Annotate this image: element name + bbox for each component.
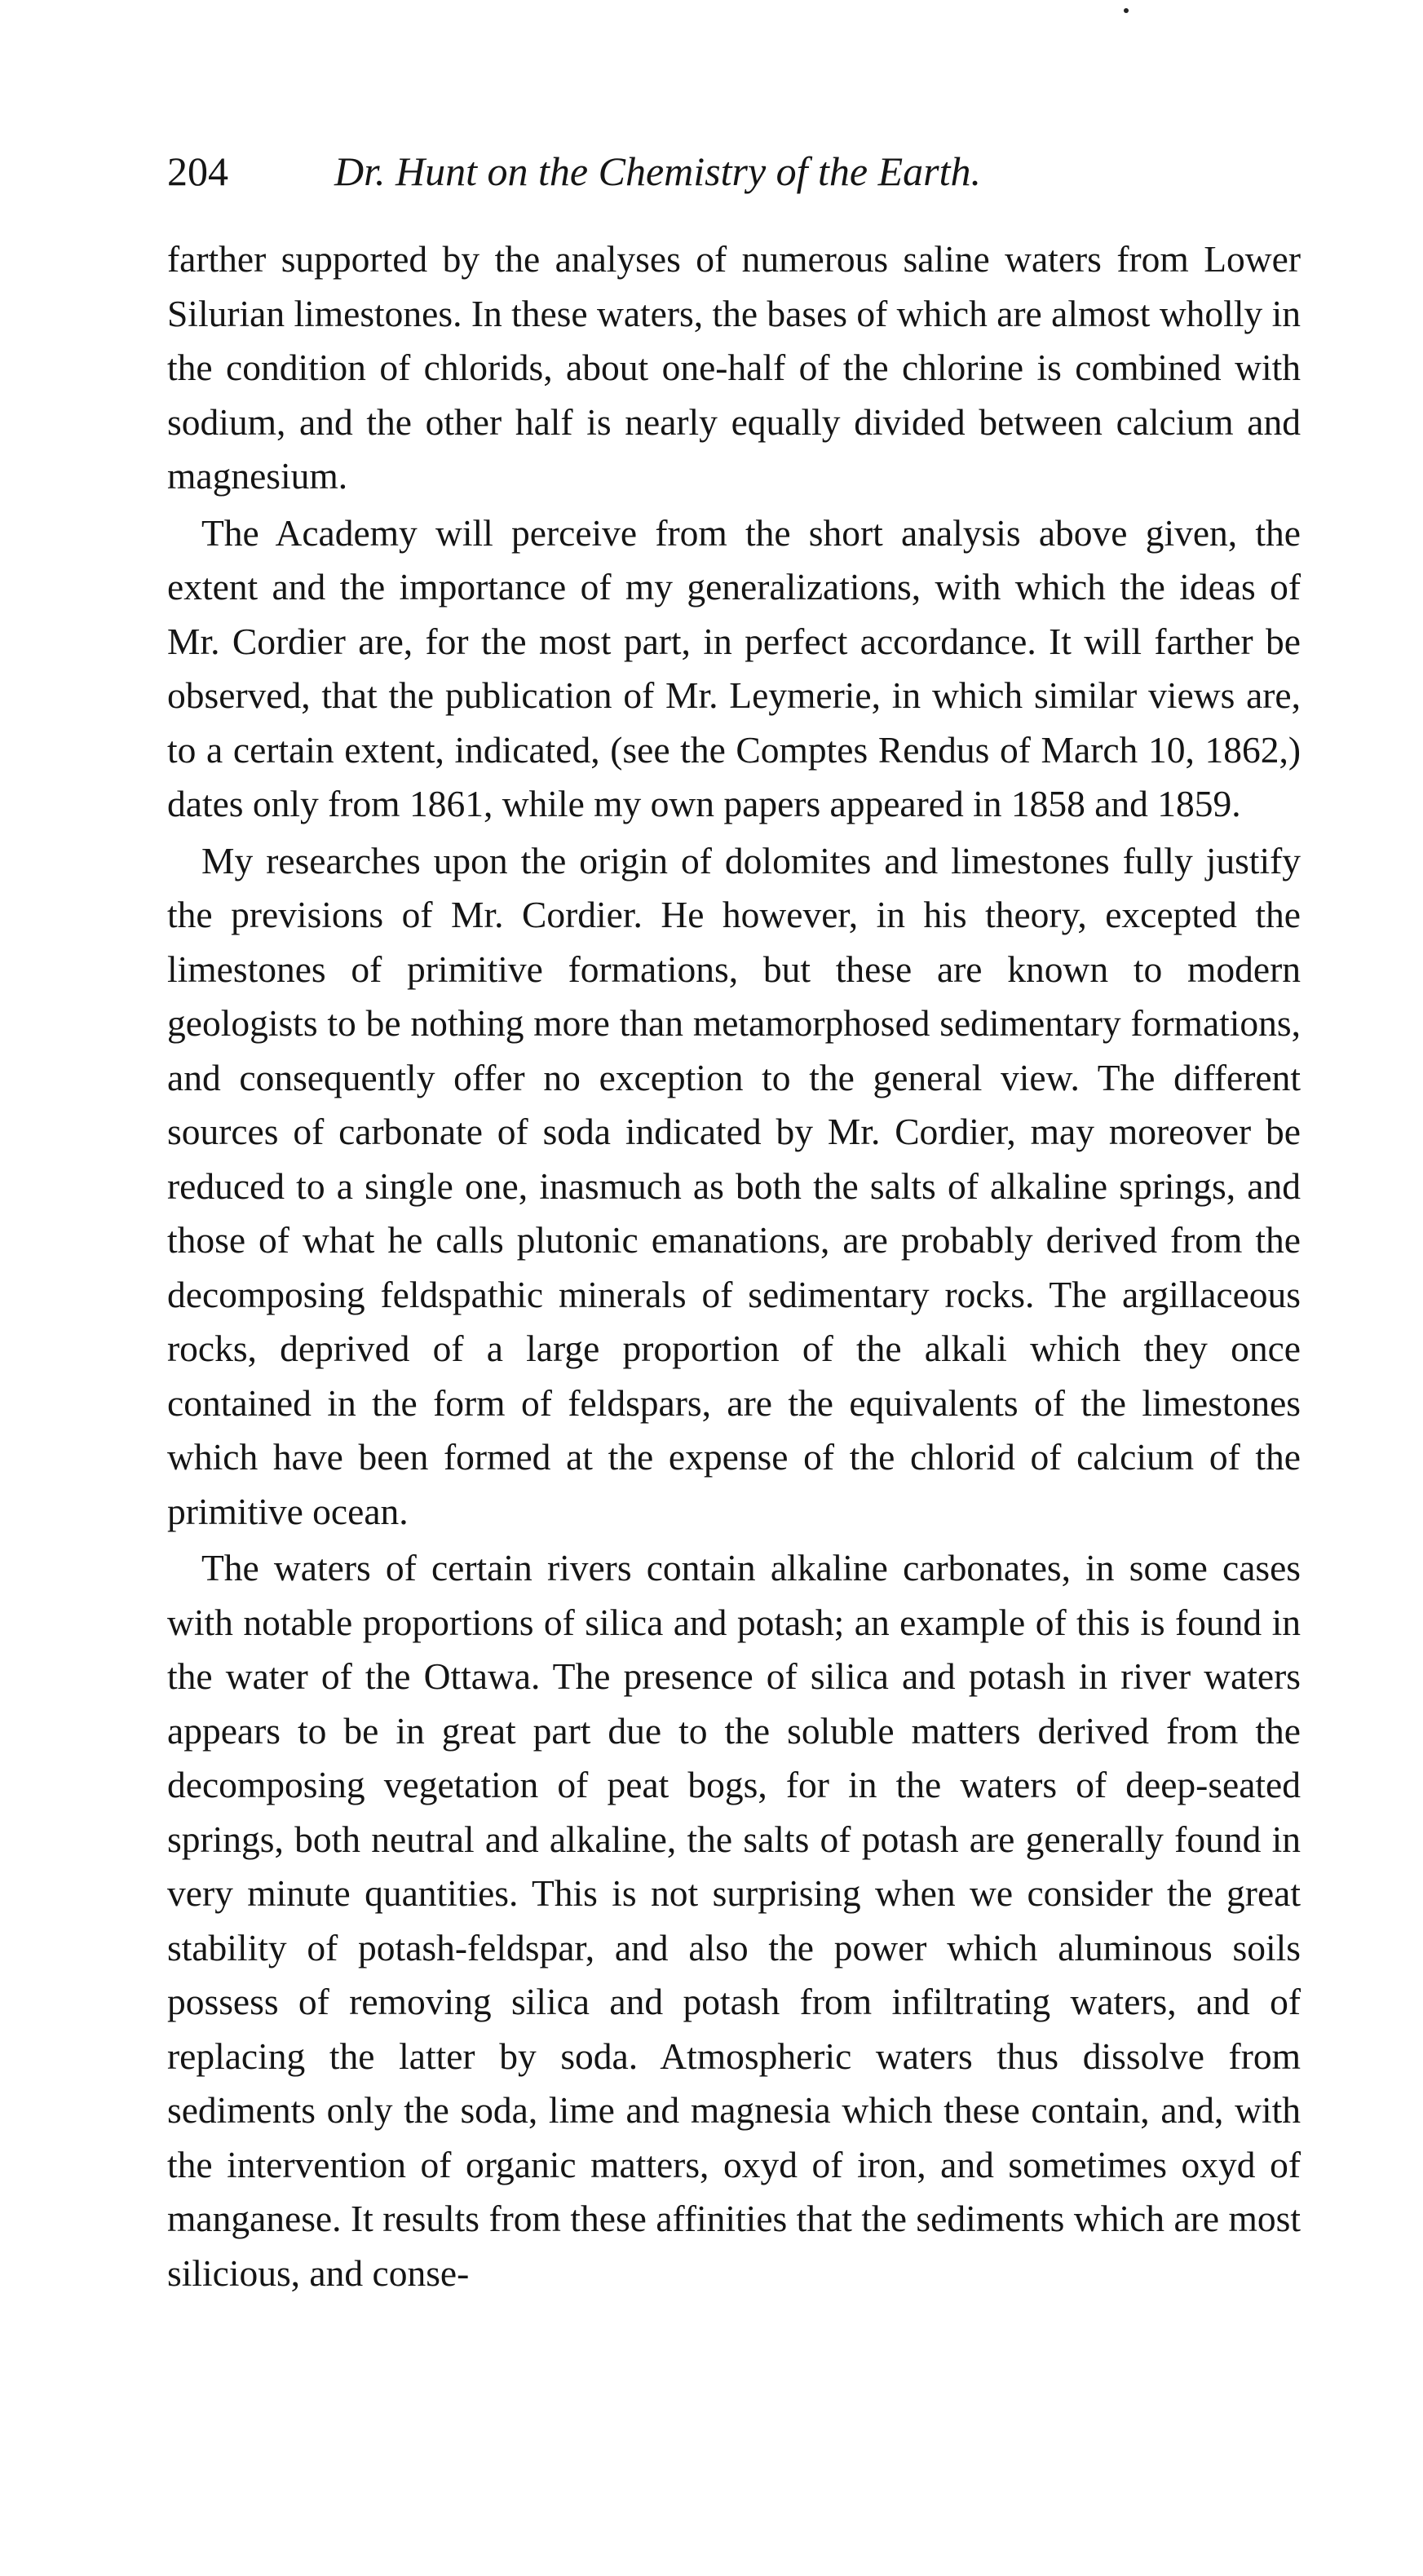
- paragraph-academy: The Academy will perceive from the short analysis above given, the extent and the importance of my generalizations, with which the ideas of Mr. Cordier are, for the most part, in perfect accordance. It will farther be observed, that the publication of Mr. Leymerie, in which similar views are, to a certain extent, indicated, (see the Comptes Rendus of March 10, 1862,) dates only from 1861, while my own papers appeared in 1858 and 1859.: [167, 511, 1301, 824]
- paragraph-continuation: farther supported by the analyses of numerous saline waters from Lower Silurian limestones. In these waters, the bases of which are almost wholly in the condition of chlorids, about one-half of the chlorine is combined with sodium, and the other half is nearly equally divided between calcium and magnesium.: [167, 238, 1301, 497]
- book-page: [167, 143, 1301, 2300]
- paragraph-researches: My researches upon the origin of dolomites and limestones fully justify the previsions of Mr. Cordier. He however, in his theory, excepted the limestones of primitive formations, but these are known to modern geologists to be nothing more than metamorphosed sedimentary formations, and consequently offer no exception to the general view. The different sources of carbonate of soda indicated by Mr. Cordier, may moreover be reduced to a single one, inasmuch as both the salts of alkaline springs, and those of what he calls plutonic emanations, are probably derived from the decomposing feldspathic minerals of sedimentary rocks. The argillaceous rocks, deprived of a large proportion of the alkali which they once contained in the form of feldspars, are the equivalents of the limestones which have been formed at the expense of the chlorid of calcium of the primitive ocean.: [167, 839, 1301, 1532]
- body-text: [167, 232, 1301, 2300]
- page-number: 204: [167, 148, 228, 194]
- paragraph-rivers: The waters of certain rivers contain alkaline carbonates, in some cases with notable proportions of silica and potash; an example of this is found in the water of the Ottawa. The presence of silica and potash in river waters appears to be in great part due to the soluble matters derived from the decomposing vegetation of peat bogs, for in the waters of deep-seated springs, both neutral and alkaline, the salts of potash are generally found in very minute quantities. This is not surprising when we consider the great stability of potash-feldspar, and also the power which aluminous soils possess of removing silica and potash from infiltrating waters, and of replacing the latter by soda. Atmospheric waters thus dissolve from sediments only the soda, lime and magnesia which these contain, and, with the intervention of organic matters, oxyd of iron, and sometimes oxyd of manganese. It results from these affinities that the sediments which are most silicious, and conse-: [167, 1547, 1301, 2294]
- running-head: [167, 143, 1301, 200]
- print-speck: [1124, 8, 1129, 13]
- running-title: Dr. Hunt on the Chemistry of the Earth.: [334, 148, 982, 194]
